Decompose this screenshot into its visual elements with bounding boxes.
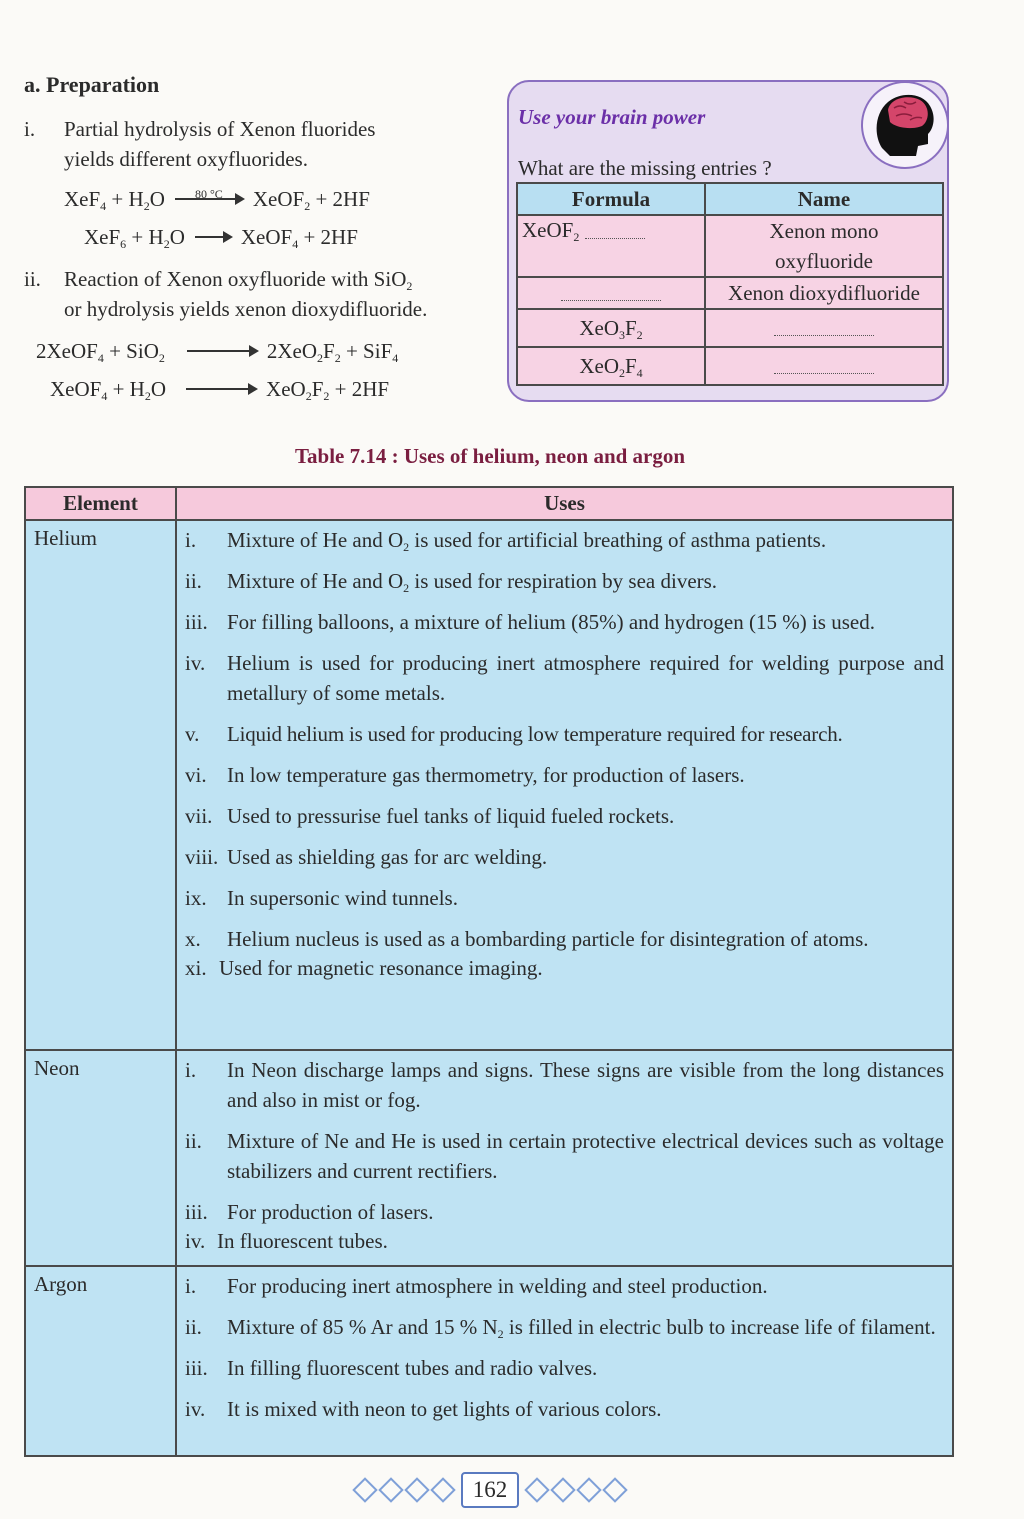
point-i-number: i.	[24, 117, 36, 141]
blank-line	[774, 323, 874, 336]
equation-1: $XeF_4 + H_2O$ 80 °C XeOF$_2$ + 2HF	[64, 187, 370, 213]
list-item: iii. For production of lasers.	[185, 1200, 434, 1224]
list-item: vii. Used to pressurise fuel tanks of liquid fueled rockets.	[185, 804, 675, 828]
reaction-arrow: 80 °C	[175, 198, 243, 200]
element-cell: Argon	[25, 1266, 176, 1456]
list-item: xi. Used for magnetic resonance imaging.	[185, 956, 543, 980]
missing-entries-table	[516, 182, 944, 386]
equation-3: 2XeOF$_4$ + SiO$_2$ $2XeO_2F_2 + SiF_4$	[36, 339, 399, 365]
point-ii-number: ii.	[24, 267, 41, 291]
col-header-formula: Formula	[517, 183, 705, 215]
equation-2: $XeF_6 + H_2O$ XeOF$_4$ + 2HF	[84, 225, 358, 251]
list-item: ii. Mixture of Ne and He is used in certain protective electrical devices such as voltage stabilizers and current rectifiers.	[185, 1129, 944, 1183]
name-cell-blank	[705, 309, 943, 347]
uses-cell	[176, 520, 953, 1050]
list-item: x. Helium nucleus is used as a bombarding particle for disintegration of atoms.	[185, 927, 869, 951]
name-cell: Xenon dioxydifluoride	[705, 277, 943, 309]
table-row-neon	[25, 1050, 953, 1266]
table-row-helium	[25, 520, 953, 1050]
reaction-arrow	[187, 350, 257, 352]
equation-4: XeOF$_4$ + $H_2O$ $XeO_2F_2 + 2HF$	[50, 377, 390, 403]
element-cell: Helium	[25, 520, 176, 1050]
point-i-line1: Partial hydrolysis of Xenon fluorides	[64, 117, 376, 141]
col-header-uses: Uses	[176, 487, 953, 520]
list-item: iii. In filling fluorescent tubes and radio valves.	[185, 1356, 598, 1380]
table-caption: Table 7.14 : Uses of helium, neon and argon	[294, 444, 686, 468]
point-i-line2: yields different oxyfluorides.	[64, 147, 308, 171]
formula-cell: XeOF$_2$	[517, 215, 705, 277]
head-brain-icon	[860, 80, 950, 170]
name-cell-blank	[705, 347, 943, 385]
list-item: iv. It is mixed with neon to get lights of various colors.	[185, 1397, 662, 1421]
name-cell: Xenon mono oxyfluoride	[705, 215, 943, 277]
col-header-name: Name	[705, 183, 943, 215]
list-item: iii. For filling balloons, a mixture of helium (85%) and hydrogen (15 %) is used.	[185, 610, 875, 634]
list-item: i. Mixture of He and $O_2$ is used for artificial breathing of asthma patients.	[185, 528, 827, 554]
page-number: 162	[461, 1472, 520, 1508]
list-item: ii. Mixture of He and $O_2$ is used for respiration by sea divers.	[185, 569, 718, 595]
section-heading: a. Preparation	[24, 72, 160, 97]
page-footer	[0, 1472, 980, 1508]
list-item: iv. Helium is used for producing inert atmosphere required for welding purpose and metallury of some metals.	[185, 651, 944, 705]
formula-cell-blank	[517, 277, 705, 309]
element-cell: Neon	[25, 1050, 176, 1266]
reaction-arrow	[186, 388, 256, 390]
list-item: viii. Used as shielding gas for arc welding.	[185, 845, 548, 869]
blank-line	[774, 361, 874, 374]
brain-power-title: Use your brain power	[518, 105, 706, 129]
list-item: ix. In supersonic wind tunnels.	[185, 886, 458, 910]
ornament-right-icon	[525, 1481, 627, 1499]
ornament-left-icon	[353, 1481, 455, 1499]
blank-line	[585, 226, 645, 239]
table-row-argon	[25, 1266, 953, 1456]
reaction-arrow	[195, 236, 231, 238]
list-item: i. For producing inert atmosphere in welding and steel production.	[185, 1274, 768, 1298]
uses-table	[24, 486, 954, 1457]
list-item: v. Liquid helium is used for producing low temperature required for research.	[185, 722, 843, 746]
uses-cell	[176, 1050, 953, 1266]
col-header-element: Element	[25, 487, 176, 520]
point-ii-line1: Reaction of Xenon oxyfluoride with SiO$_2$	[64, 267, 413, 293]
formula-cell: $XeO_3F_2$	[517, 309, 705, 347]
list-item: iv. In fluorescent tubes.	[185, 1229, 388, 1253]
formula-cell: $XeO_2F_4$	[517, 347, 705, 385]
list-item: ii. Mixture of 85 % Ar and 15 % $N_2$ is filled in electric bulb to increase life of filament.	[185, 1315, 936, 1341]
list-item: vi. In low temperature gas thermometry, for production of lasers.	[185, 763, 745, 787]
brain-power-question: What are the missing entries ?	[518, 156, 772, 180]
blank-line	[561, 288, 661, 301]
point-ii-line2: or hydrolysis yields xenon dioxydifluoride.	[64, 297, 428, 321]
uses-cell	[176, 1266, 953, 1456]
list-item: i. In Neon discharge lamps and signs. These signs are visible from the long distances and also in mist or fog.	[185, 1058, 944, 1112]
